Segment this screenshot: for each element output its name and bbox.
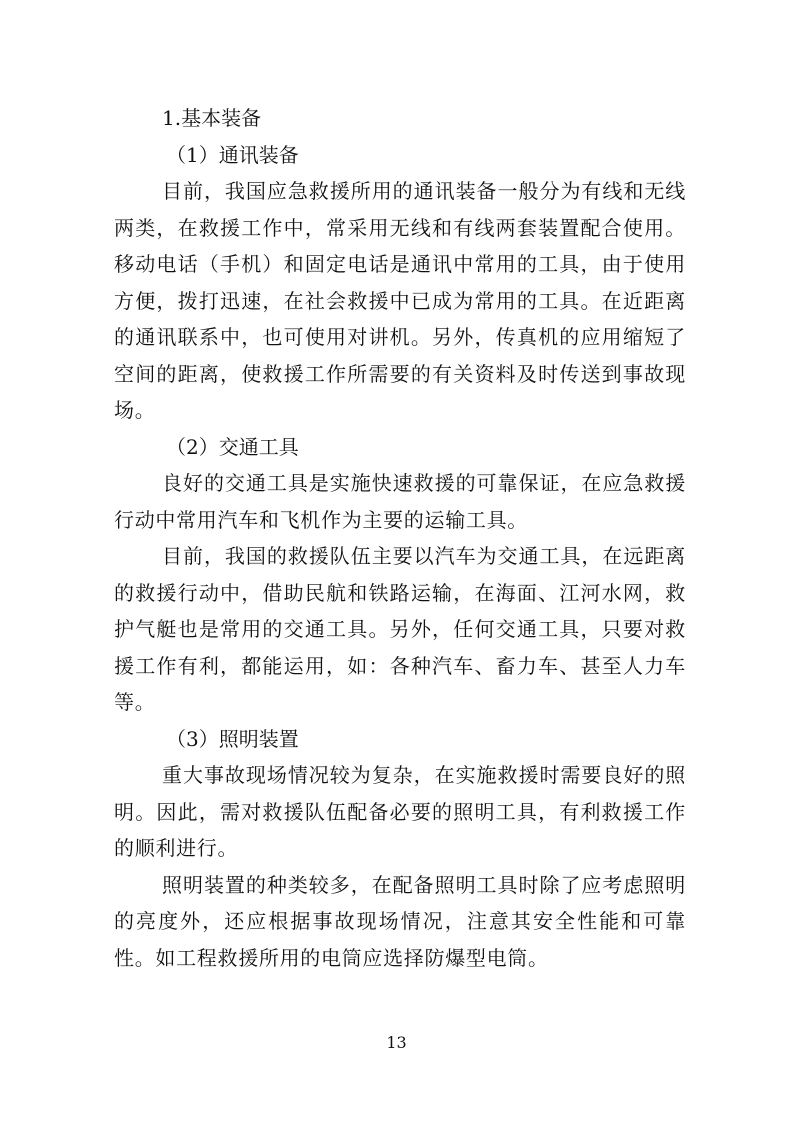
subsection-title-lighting: （3）照明装置 (166, 726, 299, 751)
subsection-title-transport: （2）交通工具 (166, 434, 299, 459)
paragraph-transport-intro: 良好的交通工具是实施快速救援的可靠保证，在应急救援行动中常用汽车和飞机作为主要的运输工具。 (114, 471, 686, 532)
page-body (114, 100, 686, 976)
paragraph-lighting-details: 照明装置的种类较多，在配备照明工具时除了应考虑照明的亮度外，还应根据事故现场情况，注意其安全性能和可靠性。如工程救援所用的电筒应选择防爆型电筒。 (114, 872, 686, 970)
paragraph-transport-details: 目前，我国的救援队伍主要以汽车为交通工具，在远距离的救援行动中，借助民航和铁路运输，在海面、江河水网，救护气艇也是常用的交通工具。另外，任何交通工具，只要对救援工作有利，都能运用，如：各种汽车、畜力车、甚至人力车等。 (114, 544, 686, 714)
subsection-title-communication: （1）通讯装备 (166, 142, 299, 167)
section-heading: 1.基本装备 (162, 106, 262, 130)
paragraph-lighting-intro: 重大事故现场情况较为复杂，在实施救援时需要良好的照明。因此，需对救援队伍配备必要的照明工具，有利救援工作的顺利进行。 (114, 763, 686, 860)
page-number: 13 (386, 1033, 407, 1052)
paragraph-communication-equipment: 目前，我国应急救援所用的通讯装备一般分为有线和无线两类，在救援工作中，常采用无线和有线两套装置配合使用。移动电话（手机）和固定电话是通讯中常用的工具，由于使用方便，拨打迅速，在社会救援中已成为常用的工具。在近距离的通讯联系中，也可使用对讲机。另外，传真机的应用缩短了空间的距离，使救援工作所需要的有关资料及时传送到事故现场。 (114, 179, 686, 422)
